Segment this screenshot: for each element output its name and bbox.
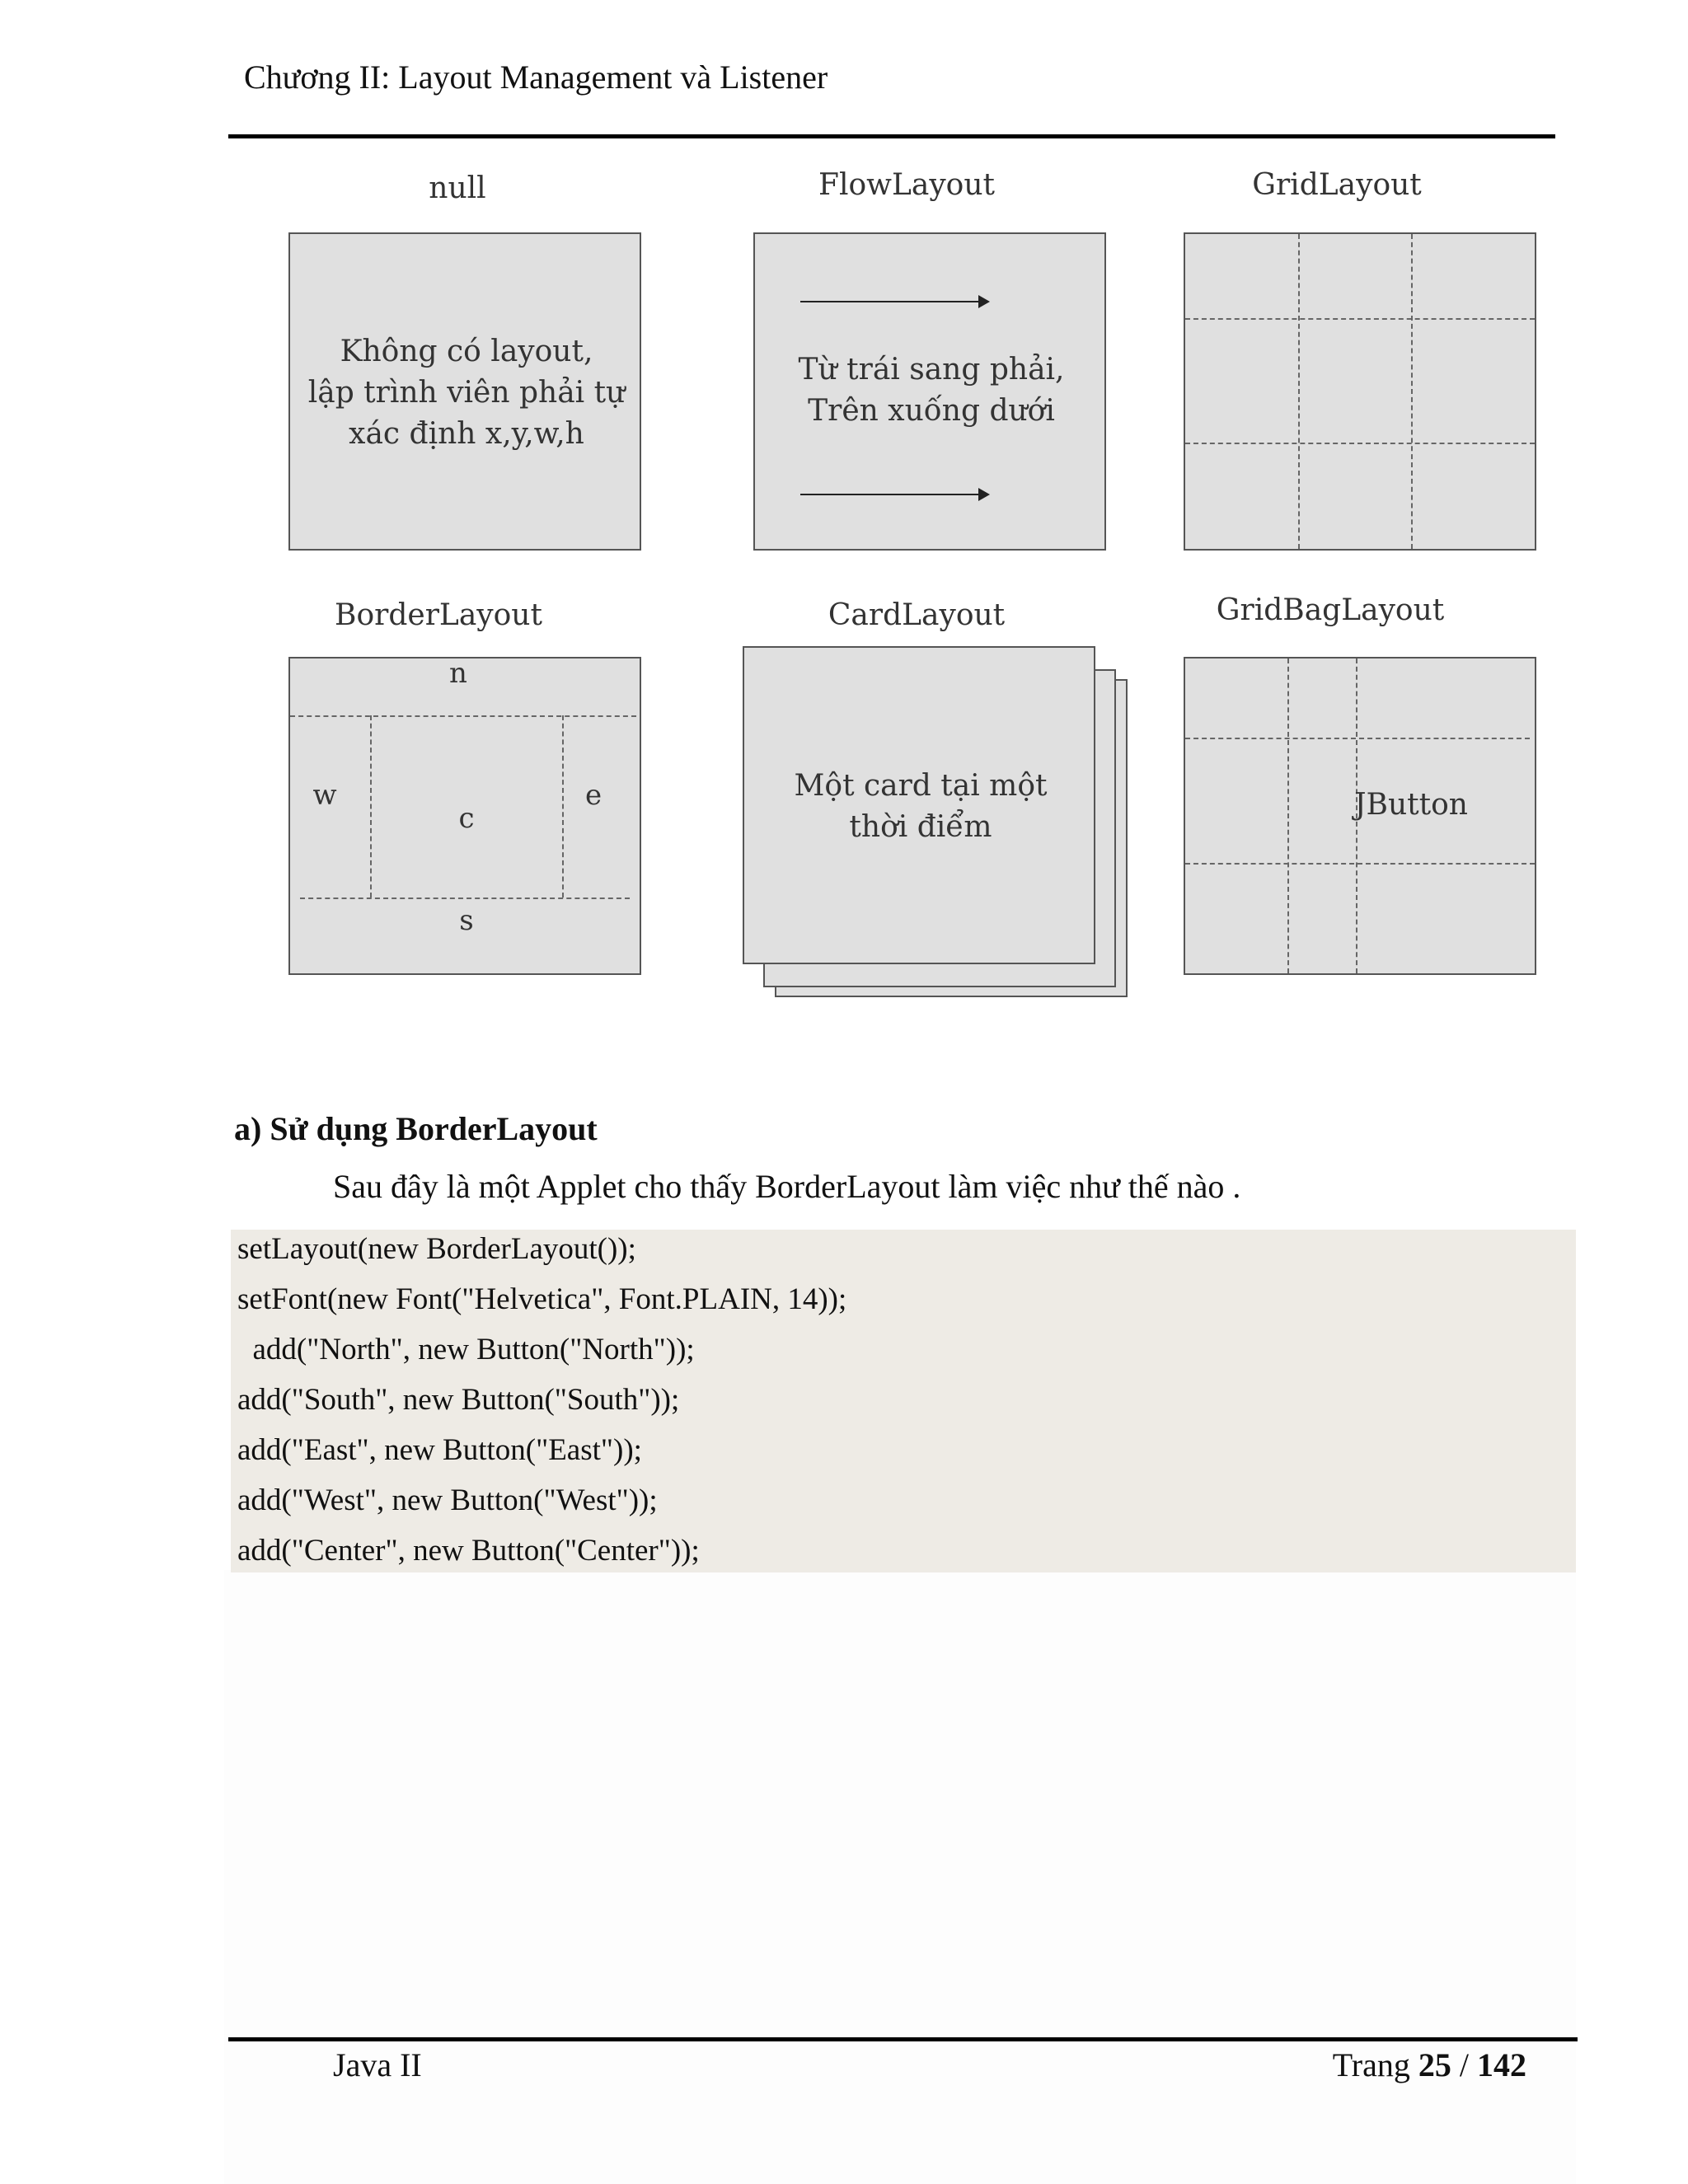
flow-layout-caption-line: Trên xuống dưới xyxy=(808,394,1055,428)
header-rule xyxy=(228,134,1555,138)
border-east-label: e xyxy=(584,779,603,812)
grid-divider xyxy=(1185,318,1535,320)
code-line: add("Center", new Button("Center")); xyxy=(237,1534,700,1568)
null-layout-caption-line: xác định x,y,w,h xyxy=(349,417,584,451)
page-current: 25 xyxy=(1418,2046,1451,2083)
grid-layout-label: GridLayout xyxy=(1252,168,1422,202)
border-divider xyxy=(562,715,564,898)
gridbag-divider xyxy=(1185,738,1530,739)
gridbag-divider xyxy=(1287,658,1289,973)
border-divider xyxy=(300,898,630,899)
code-line: setLayout(new BorderLayout()); xyxy=(237,1232,636,1266)
card-front xyxy=(743,646,1095,964)
page-total: 142 xyxy=(1477,2046,1526,2083)
flow-layout-panel xyxy=(753,232,1106,551)
code-line: setFont(new Font("Helvetica", Font.PLAIN, 14)); xyxy=(237,1282,847,1316)
page-prefix: Trang xyxy=(1332,2046,1418,2083)
card-layout-caption-line: Một card tại một xyxy=(794,769,1048,803)
flow-arrow-bottom xyxy=(800,494,988,495)
grid-divider xyxy=(1298,234,1300,549)
gridbag-layout-label: GridBagLayout xyxy=(1216,593,1445,627)
page-separator: / xyxy=(1451,2046,1477,2083)
footer-rule xyxy=(228,2037,1578,2041)
page-number xyxy=(1333,2046,1526,2084)
grid-divider xyxy=(1411,234,1413,549)
border-layout-panel xyxy=(288,657,641,975)
border-layout-label: BorderLayout xyxy=(335,598,542,632)
grid-divider xyxy=(1185,443,1535,444)
jbutton-label: JButton xyxy=(1354,788,1468,822)
code-line: add("West", new Button("West")); xyxy=(237,1483,658,1517)
border-west-label: w xyxy=(312,779,337,812)
chapter-title: Chương II: Layout Management và Listener xyxy=(244,59,828,96)
border-divider xyxy=(370,715,372,898)
flow-layout-caption-line: Từ trái sang phải, xyxy=(798,353,1065,387)
card-layout-caption xyxy=(795,766,1048,848)
border-north-label: n xyxy=(449,657,467,690)
page-lower-shade xyxy=(224,1570,1576,2184)
flow-layout-caption xyxy=(799,349,1065,432)
null-layout-caption-line: lập trình viên phải tự xyxy=(307,376,626,410)
card-layout-caption-line: thời điểm xyxy=(849,810,992,844)
null-layout-caption-line: Không có layout, xyxy=(340,335,593,368)
flow-arrow-top xyxy=(800,301,988,302)
code-line: add("East", new Button("East")); xyxy=(237,1433,642,1467)
intro-paragraph: Sau đây là một Applet cho thấy BorderLayout làm việc như thế nào . xyxy=(333,1168,1241,1205)
section-heading: a) Sử dụng BorderLayout xyxy=(234,1110,598,1147)
null-layout-caption xyxy=(308,331,626,455)
code-block xyxy=(231,1230,1576,1572)
code-line: add("North", new Button("North")); xyxy=(237,1333,695,1366)
code-line: add("South", new Button("South")); xyxy=(237,1383,680,1417)
border-center-label: c xyxy=(458,802,475,835)
footer-course-name: Java II xyxy=(333,2046,422,2083)
border-divider xyxy=(290,715,636,717)
gridbag-layout-panel xyxy=(1184,657,1536,975)
null-layout-label: null xyxy=(429,171,486,205)
flow-layout-label: FlowLayout xyxy=(818,168,996,202)
gridbag-divider xyxy=(1185,863,1535,865)
border-south-label: s xyxy=(459,904,474,937)
grid-layout-panel xyxy=(1184,232,1536,551)
card-layout-label: CardLayout xyxy=(828,598,1006,632)
null-layout-panel xyxy=(288,232,641,551)
